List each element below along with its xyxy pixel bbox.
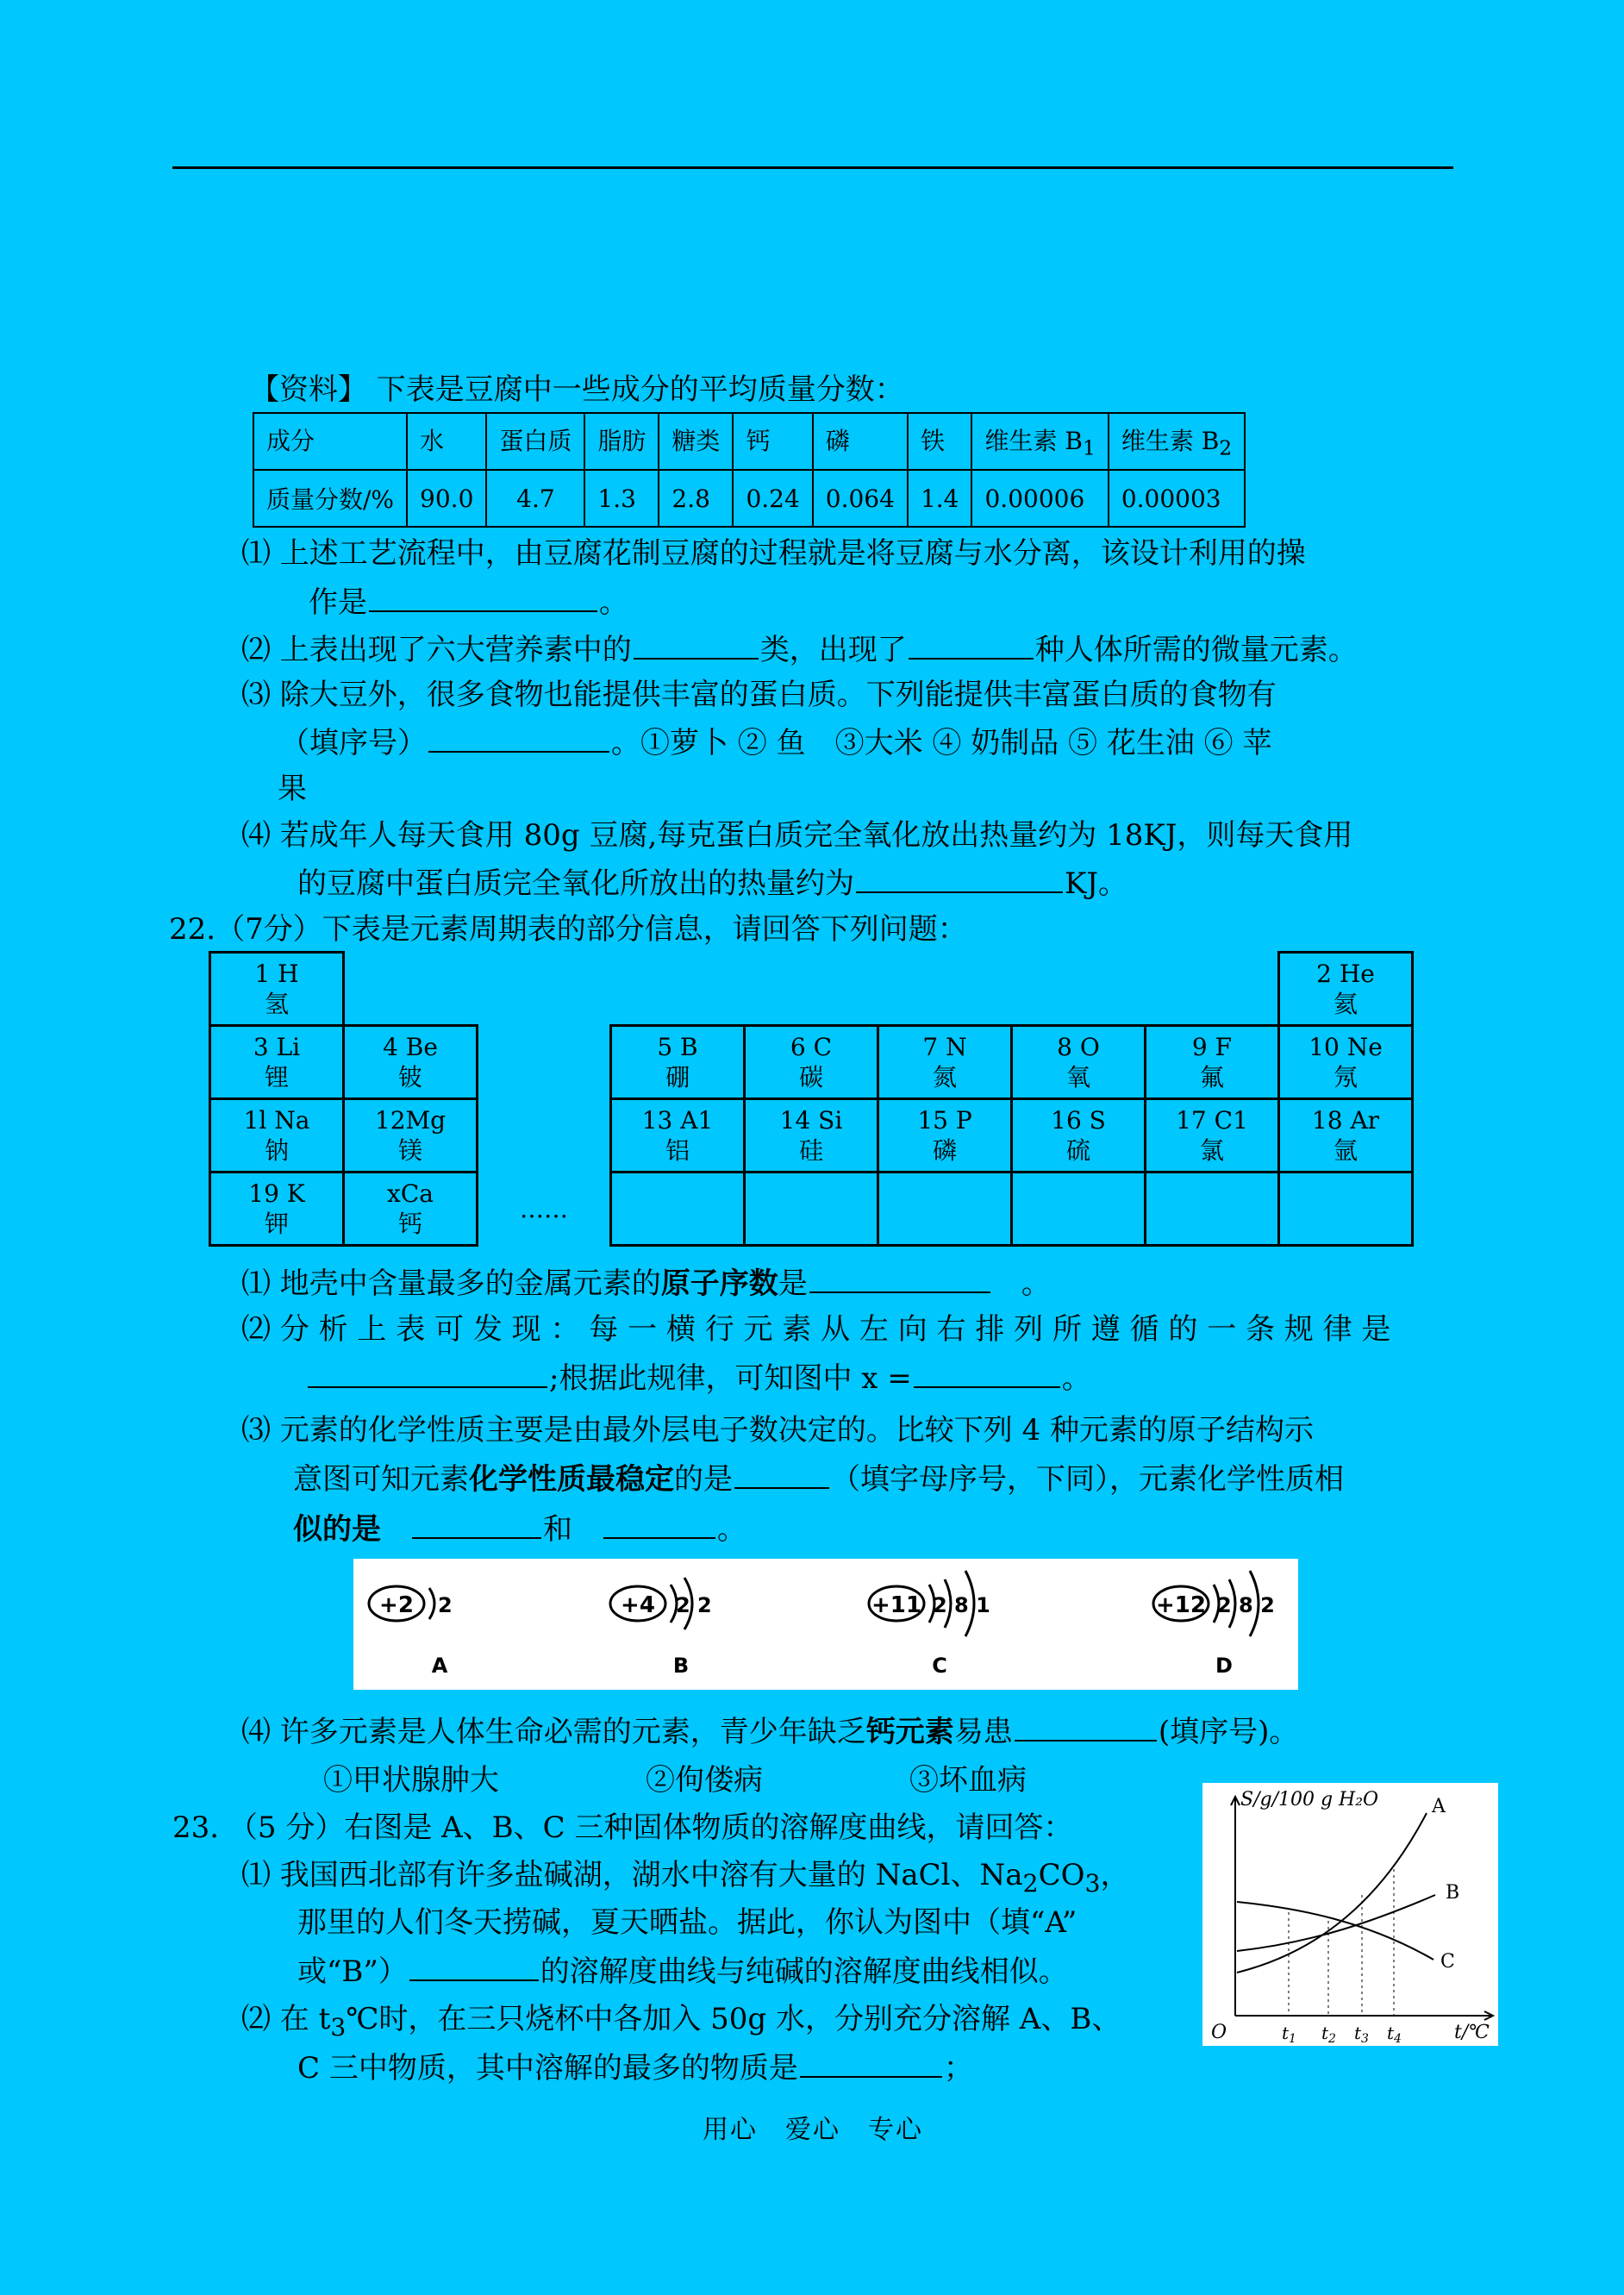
q22-3-line1: ⑶ 元素的化学性质主要是由最外层电子数决定的。比较下列 4 种元素的原子结构示 [241, 1413, 1315, 1448]
answer-blank[interactable] [909, 634, 1034, 660]
q21-3-line2: （填序号） 。①萝卜 ② 鱼 ③大米 ④ 奶制品 ⑤ 花生油 ⑥ 苹 [280, 726, 1272, 760]
nutrition-header-cell: 维生素 $B_2$ [1109, 413, 1245, 470]
element-cell [1279, 1099, 1413, 1173]
q21-1-line2: 作是 。 [309, 585, 628, 620]
atom-b [610, 1578, 712, 1678]
periodic-empty [1012, 953, 1146, 1026]
element-cell [878, 1099, 1012, 1173]
q21-4-line1: ⑷ 若成年人每天食用 80g 豆腐,每克蛋白质完全氧化放出热量约为 18KJ，则每天食用 [241, 818, 1353, 853]
periodic-empty [745, 953, 878, 1026]
periodic-empty [478, 953, 611, 1026]
element-cell [344, 1099, 478, 1173]
q21-2: ⑵ 上表出现了六大营养素中的 类，出现了 种人体所需的微量元素。 [241, 633, 1358, 667]
tick-t2: $t_2$ [1321, 2023, 1336, 2046]
nutrition-table [253, 412, 1246, 528]
atom-d [1153, 1571, 1275, 1678]
atom-c-label: C [932, 1654, 947, 1678]
answer-blank[interactable] [428, 727, 609, 753]
nutrition-header-cell: 铁 [908, 413, 972, 470]
y-axis-label: S/g/100 g H₂O [1240, 1789, 1379, 1810]
q21-4-line2: 的豆腐中蛋白质完全氧化所放出的热量约为 KJ。 [297, 866, 1128, 901]
element-cell [745, 1099, 878, 1173]
element-name: 氯 [1199, 1136, 1224, 1165]
element-cell [344, 1173, 478, 1246]
periodic-row [210, 953, 1413, 1026]
q21-3-line3: 果 [278, 772, 307, 806]
element-name: 碳 [798, 1063, 823, 1091]
element-name: 镁 [397, 1136, 422, 1165]
q23-2-line1: ⑵ 在 $t_3℃$时，在三只烧杯中各加入 50g 水，分别充分溶解 A、B、 [241, 2002, 1121, 2042]
element-name: 硼 [665, 1063, 690, 1091]
nutrition-value-cell: 4.7 [486, 470, 584, 527]
element-cell [1146, 1173, 1279, 1246]
element-symbol: 6 C [790, 1033, 833, 1061]
nutrition-header-row [253, 413, 1245, 470]
q22-3-line2: 意图可知元素化学性质最稳定的是 （填字母序号，下同），元素化学性质相 [293, 1462, 1344, 1497]
atom-b-shells: 2 2 [676, 1593, 712, 1617]
element-cell [1012, 1026, 1146, 1099]
element-name: 硅 [798, 1136, 823, 1165]
element-symbol: 1l Na [243, 1106, 310, 1135]
header-rule [172, 166, 1453, 169]
element-cell [1279, 1173, 1413, 1246]
nutrition-value-cell: 1.4 [908, 470, 972, 527]
atom-a-shells: 2 [438, 1593, 453, 1617]
nutrition-header-cell: 糖类 [659, 413, 733, 470]
atom-b-nucleus: +4 [621, 1592, 655, 1618]
element-symbol: 1 H [254, 960, 299, 988]
curve-b-label: B [1446, 1882, 1460, 1904]
element-cell [878, 1173, 1012, 1246]
element-symbol: 4 Be [383, 1033, 438, 1061]
q22-4-options: ①甲状腺肿大 ②佝偻病 ③坏血病 [323, 1763, 1027, 1798]
nutrition-value-cell: 2.8 [659, 470, 733, 527]
atom-d-shells: 2 8 2 [1217, 1593, 1275, 1617]
element-symbol: 13 A1 [641, 1106, 714, 1135]
element-symbol: 14 Si [779, 1106, 843, 1135]
element-name: 氟 [1199, 1063, 1224, 1091]
element-symbol: 5 B [657, 1033, 698, 1061]
element-cell [1012, 1173, 1146, 1246]
q22-3-line3: 似的是 和 。 [293, 1512, 746, 1547]
q22-2-line2: ;根据此规律，可知图中 x = 。 [306, 1362, 1091, 1393]
element-name: 铝 [665, 1136, 690, 1165]
answer-blank[interactable] [412, 1513, 541, 1539]
periodic-table [209, 951, 1414, 1247]
element-name: 氢 [264, 990, 289, 1018]
nutrition-value-cell: 质量分数/% [253, 470, 407, 527]
nutrition-value-cell: 0.24 [733, 470, 812, 527]
atom-c-nucleus: +11 [871, 1592, 921, 1618]
element-symbol: …… [520, 1194, 568, 1223]
answer-blank[interactable] [369, 586, 597, 612]
q23-1-line2: 那里的人们冬天捞碱，夏天晒盐。据此，你认为图中（填“A” [297, 1905, 1077, 1940]
element-cell [1279, 953, 1413, 1026]
periodic-empty [611, 953, 745, 1026]
element-cell [611, 1173, 745, 1246]
q23-1-line3: 或“B”） 的溶解度曲线与纯碱的溶解度曲线相似。 [297, 1954, 1068, 1989]
element-cell [745, 1173, 878, 1246]
nutrition-value-cell: 90.0 [407, 470, 486, 527]
origin-label: O [1211, 2022, 1227, 2043]
tick-t4: $t_4$ [1387, 2023, 1402, 2046]
solubility-graph [1202, 1783, 1498, 2046]
q21-3-line1: ⑶ 除大豆外，很多食物也能提供丰富的蛋白质。下列能提供丰富蛋白质的食物有 [241, 678, 1277, 712]
element-name: 氦 [1333, 990, 1358, 1018]
answer-blank[interactable] [856, 867, 1063, 893]
nutrition-value-cell: 1.3 [584, 470, 659, 527]
q22-2-line1: ⑵ 分 析 上 表 可 发 现 ： 每 一 横 行 元 素 从 左 向 右 排 列 所 遵 循 的 一 条 规 律 是 [241, 1312, 1391, 1347]
periodic-empty [1146, 953, 1279, 1026]
element-symbol: 19 K [248, 1179, 305, 1208]
element-symbol: 16 S [1051, 1106, 1106, 1135]
x-axis-label: t/℃ [1454, 2022, 1490, 2043]
intro-text: 【资料】 下表是豆腐中一些成分的平均质量分数： [250, 372, 904, 407]
atom-a-label: A [431, 1654, 448, 1678]
tick-t3: $t_3$ [1354, 2023, 1369, 2046]
periodic-row [210, 1099, 1413, 1173]
element-cell [478, 1173, 611, 1246]
element-name: 磷 [932, 1136, 957, 1165]
nutrition-header-cell: 成分 [253, 413, 407, 470]
nutrition-header-cell: 磷 [813, 413, 908, 470]
element-name: 氖 [1333, 1063, 1358, 1091]
element-name: 硫 [1065, 1136, 1090, 1165]
periodic-empty [344, 953, 478, 1026]
element-cell [611, 1026, 745, 1099]
q23-1-line1: ⑴ 我国西北部有许多盐碱湖，湖水中溶有大量的 NaCl、$Na_2CO_3$， [241, 1858, 1130, 1898]
nutrition-header-cell: 钙 [733, 413, 812, 470]
element-symbol: 12Mg [374, 1106, 447, 1135]
nutrition-value-cell: 0.064 [813, 470, 908, 527]
element-symbol: 7 N [922, 1033, 967, 1061]
element-symbol: xCa [387, 1179, 434, 1208]
atom-b-label: B [672, 1654, 690, 1678]
curve-b [1237, 1895, 1435, 1951]
answer-blank[interactable] [603, 1513, 715, 1539]
element-name: 氩 [1333, 1136, 1358, 1165]
element-symbol: 8 O [1057, 1033, 1100, 1061]
answer-blank[interactable] [914, 1362, 1060, 1388]
element-cell [1279, 1026, 1413, 1099]
atom-d-label: D [1215, 1654, 1233, 1678]
element-symbol: 10 Ne [1309, 1033, 1383, 1061]
curve-c-label: C [1440, 1951, 1455, 1973]
nutrition-value-cell: 0.00003 [1109, 470, 1245, 527]
q22-1: ⑴ 地壳中含量最多的金属元素的原子序数是 。 [241, 1266, 1051, 1301]
periodic-empty [878, 953, 1012, 1026]
answer-blank[interactable] [734, 1463, 829, 1489]
element-cell [878, 1026, 1012, 1099]
atom-a-nucleus: +2 [379, 1592, 414, 1618]
element-cell [745, 1026, 878, 1099]
periodic-empty [478, 1026, 611, 1099]
periodic-row [210, 1026, 1413, 1099]
element-cell [210, 953, 344, 1026]
element-symbol: 3 Li [253, 1033, 301, 1061]
nutrition-header-cell: 脂肪 [584, 413, 659, 470]
element-cell [1146, 1099, 1279, 1173]
answer-blank[interactable] [800, 2052, 942, 2078]
element-name: 铍 [397, 1063, 422, 1091]
answer-blank[interactable] [634, 634, 759, 660]
element-cell [344, 1026, 478, 1099]
curve-a [1237, 1813, 1427, 1973]
element-symbol: 2 He [1316, 960, 1375, 988]
q22-4: ⑷ 许多元素是人体生命必需的元素，青少年缺乏钙元素易患 (填序号)。 [241, 1715, 1299, 1749]
element-name: 氮 [932, 1063, 957, 1091]
curve-a-label: A [1432, 1796, 1446, 1817]
element-symbol: 18 Ar [1311, 1106, 1380, 1135]
atom-c [869, 1571, 990, 1678]
answer-blank[interactable] [308, 1362, 547, 1388]
element-cell [1012, 1099, 1146, 1173]
element-cell [210, 1099, 344, 1173]
tick-t1: $t_1$ [1282, 2023, 1296, 2046]
element-cell [1146, 1026, 1279, 1099]
element-symbol: 17 C1 [1176, 1106, 1248, 1135]
element-name: 钠 [264, 1136, 289, 1165]
element-name: 氧 [1065, 1063, 1090, 1091]
answer-blank[interactable] [409, 1955, 539, 1981]
element-name: 锂 [264, 1063, 289, 1091]
q21-1-line1: ⑴ 上述工艺流程中，由豆腐花制豆腐的过程就是将豆腐与水分离，该设计利用的操 [241, 536, 1306, 571]
page-footer: 用心 爱心 专心 [703, 2115, 923, 2145]
nutrition-header-cell: 蛋白质 [486, 413, 584, 470]
element-name: 钙 [397, 1210, 422, 1238]
element-symbol: 9 F [1191, 1033, 1233, 1061]
q22-title: 22.（7分）下表是元素周期表的部分信息，请回答下列问题： [169, 912, 967, 947]
element-cell [210, 1173, 344, 1246]
nutrition-header-cell: 维生素 $B_1$ [971, 413, 1108, 470]
atom-a [369, 1586, 453, 1678]
q23-title: 23. （5 分）右图是 A、B、C 三种固体物质的溶解度曲线，请回答： [172, 1810, 1073, 1845]
periodic-empty [478, 1099, 611, 1173]
element-cell [611, 1099, 745, 1173]
atom-d-nucleus: +12 [1156, 1592, 1206, 1618]
answer-blank[interactable] [1015, 1716, 1157, 1742]
element-cell [210, 1026, 344, 1099]
periodic-row [210, 1173, 1413, 1246]
nutrition-value-row [253, 470, 1245, 527]
atom-c-shells: 2 8 1 [933, 1593, 990, 1617]
element-name: 钾 [264, 1210, 289, 1238]
nutrition-header-cell: 水 [407, 413, 486, 470]
q23-2-line2: C 三中物质，其中溶解的最多的物质是 ； [297, 2051, 973, 2086]
atom-diagrams [353, 1559, 1298, 1690]
element-symbol: 15 P [917, 1106, 972, 1135]
nutrition-value-cell: 0.00006 [971, 470, 1108, 527]
answer-blank[interactable] [809, 1267, 990, 1293]
